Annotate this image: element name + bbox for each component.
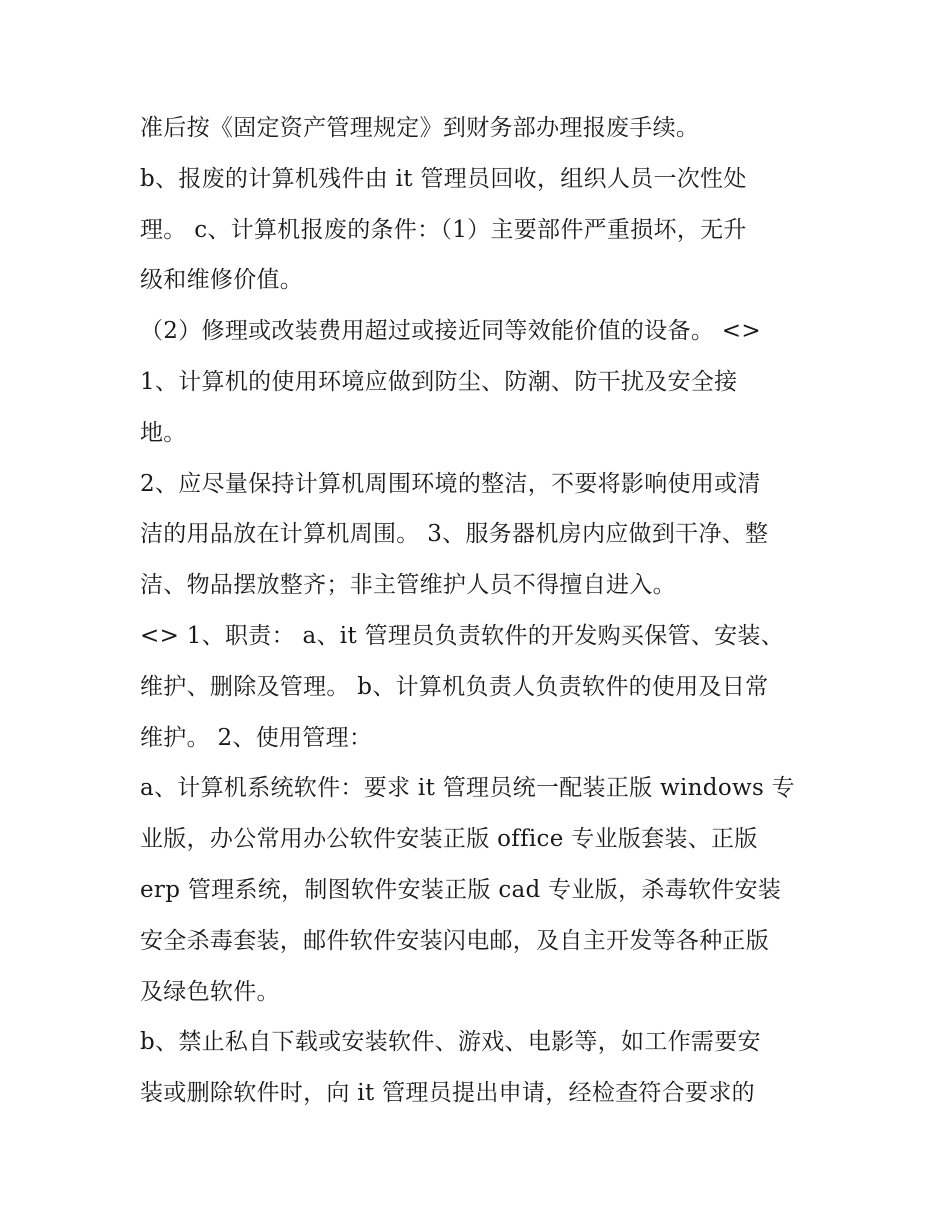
- text-line: （2）修理或改装费用超过或接近同等效能价值的设备。 <>: [140, 318, 761, 345]
- text-line: 维护、删除及管理。 b、计算机负责人负责软件的使用及日常: [140, 673, 769, 700]
- text-line: 地。: [140, 419, 187, 446]
- document-body: [140, 103, 820, 1119]
- text-line: 级和维修价值。: [140, 267, 304, 294]
- text-line: a、计算机系统软件：要求 it 管理员统一配装正版 windows 专: [140, 775, 795, 802]
- text-line: 洁的用品放在计算机周围。 3、服务器机房内应做到干净、整: [140, 521, 769, 548]
- text-line: erp 管理系统，制图软件安装正版 cad 专业版，杀毒软件安装: [140, 876, 782, 903]
- text-line: <> 1、职责： a、it 管理员负责软件的开发购买保管、安装、: [140, 622, 785, 649]
- text-line: 及绿色软件。: [140, 978, 280, 1005]
- text-line: 装或删除软件时，向 it 管理员提出申请，经检查符合要求的: [140, 1080, 755, 1107]
- text-line: 安全杀毒套装，邮件软件安装闪电邮，及自主开发等各种正版: [140, 927, 770, 954]
- text-line: 业版，办公常用办公软件安装正版 office 专业版套装、正版: [140, 826, 758, 853]
- text-line: 理。 c、计算机报废的条件：（1）主要部件严重损坏，无升: [140, 216, 747, 243]
- text-line: 洁、物品摆放整齐；非主管维护人员不得擅自进入。: [140, 572, 676, 599]
- text-line: 2、应尽量保持计算机周围环境的整洁，不要将影响使用或清: [140, 470, 761, 497]
- text-line: 维护。 2、使用管理：: [140, 724, 373, 751]
- text-line: b、禁止私自下载或安装软件、游戏、电影等，如工作需要安: [140, 1029, 761, 1056]
- text-line: 1、计算机的使用环境应做到防尘、防潮、防干扰及安全接: [140, 368, 738, 395]
- text-line: 准后按《固定资产管理规定》到财务部办理报废手续。: [140, 115, 700, 141]
- text-line: b、报废的计算机残件由 it 管理员回收，组织人员一次性处: [140, 165, 747, 192]
